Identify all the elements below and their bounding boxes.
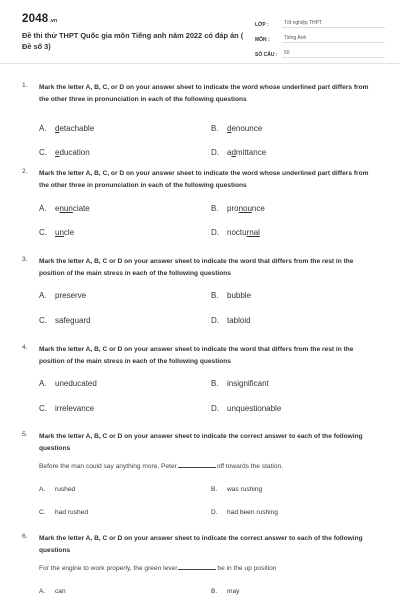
- question-instruction: Mark the letter A, B, C, or D on your answer sheet to indicate the word whose underlined part differs from the other three in pronunciation in each of the following questions: [39, 84, 369, 103]
- option-b[interactable]: B. may: [211, 588, 240, 595]
- option-b[interactable]: B. insignificant: [211, 379, 269, 388]
- option-c[interactable]: C. had rushed: [39, 509, 88, 516]
- meta-value: Tốt nghiệp THPT: [282, 20, 385, 28]
- answer-blank: [178, 569, 216, 570]
- option-b[interactable]: B. denounce: [211, 124, 263, 133]
- question-number: 3.: [22, 256, 28, 263]
- answer-blank: [178, 467, 216, 468]
- option-d[interactable]: D. admittance: [211, 148, 267, 157]
- option-c[interactable]: C. irrelevance: [39, 404, 95, 413]
- option-b[interactable]: B. was rushing: [211, 486, 263, 493]
- option-a[interactable]: A. preserve: [39, 291, 87, 300]
- question-number: 1.: [22, 82, 28, 89]
- option-c[interactable]: C. education: [39, 148, 90, 157]
- question-sentence: Before the man could say anything more, Peter off towards the station.: [39, 463, 284, 470]
- exam-meta: [255, 13, 385, 58]
- option-b[interactable]: B. pronounce: [211, 204, 265, 213]
- question-number: 6.: [22, 533, 28, 540]
- option-a[interactable]: A. can: [39, 588, 66, 595]
- option-d[interactable]: D. had been rushing: [211, 509, 278, 516]
- option-b[interactable]: B. bubble: [211, 291, 252, 300]
- document-title: Đề thi thử THPT Quốc gia môn Tiếng anh năm 2022 có đáp án ( Đề số 3): [22, 31, 244, 51]
- question-instruction: Mark the letter A, B, C or D on your answer sheet to indicate the word that differs from the rest in the position of the main stress in each of the following questions: [39, 258, 354, 277]
- question-instruction: Mark the letter A, B, C, or D on your answer sheet to indicate the word whose underlined part differs from the other three in pronunciation in each of the following questions: [39, 170, 369, 189]
- option-a[interactable]: A. detachable: [39, 124, 95, 133]
- option-a[interactable]: A. rushed: [39, 486, 76, 493]
- meta-label: SỐ CÂU :: [255, 52, 278, 58]
- question-number: 2.: [22, 168, 28, 175]
- option-d[interactable]: D. tabloid: [211, 316, 251, 325]
- meta-value: Tiếng Anh: [282, 35, 385, 43]
- option-c[interactable]: C. safeguard: [39, 316, 91, 325]
- meta-value: 50: [282, 50, 385, 58]
- meta-row-class: [255, 13, 385, 28]
- question-instruction: Mark the letter A, B, C or D on your answer sheet to indicate the word that differs from the rest in the position of the main stress in each of the following questions: [39, 346, 354, 365]
- exam-header: [0, 0, 400, 64]
- meta-label: LỚP :: [255, 22, 269, 28]
- option-d[interactable]: D. unquestionable: [211, 404, 282, 413]
- question-instruction: Mark the letter A, B, C or D on your answer sheet to indicate the correct answer to each of the following questions: [39, 433, 363, 452]
- option-a[interactable]: A. enunciate: [39, 204, 90, 213]
- question-sentence: For the engine to work properly, the green lever be in the up position: [39, 565, 277, 572]
- question-number: 4.: [22, 344, 28, 351]
- option-a[interactable]: A. uneducated: [39, 379, 97, 388]
- meta-row-subject: [255, 28, 385, 43]
- meta-label: MÔN :: [255, 37, 270, 43]
- site-logo[interactable]: 2048.vn: [22, 13, 58, 25]
- option-c[interactable]: C. uncle: [39, 228, 75, 237]
- question-instruction: Mark the letter A, B, C or D on your answer sheet to indicate the correct answer to each of the following questions: [39, 535, 363, 554]
- question-number: 5.: [22, 431, 28, 438]
- option-d[interactable]: D. nocturnal: [211, 228, 260, 237]
- meta-row-count: [255, 43, 385, 58]
